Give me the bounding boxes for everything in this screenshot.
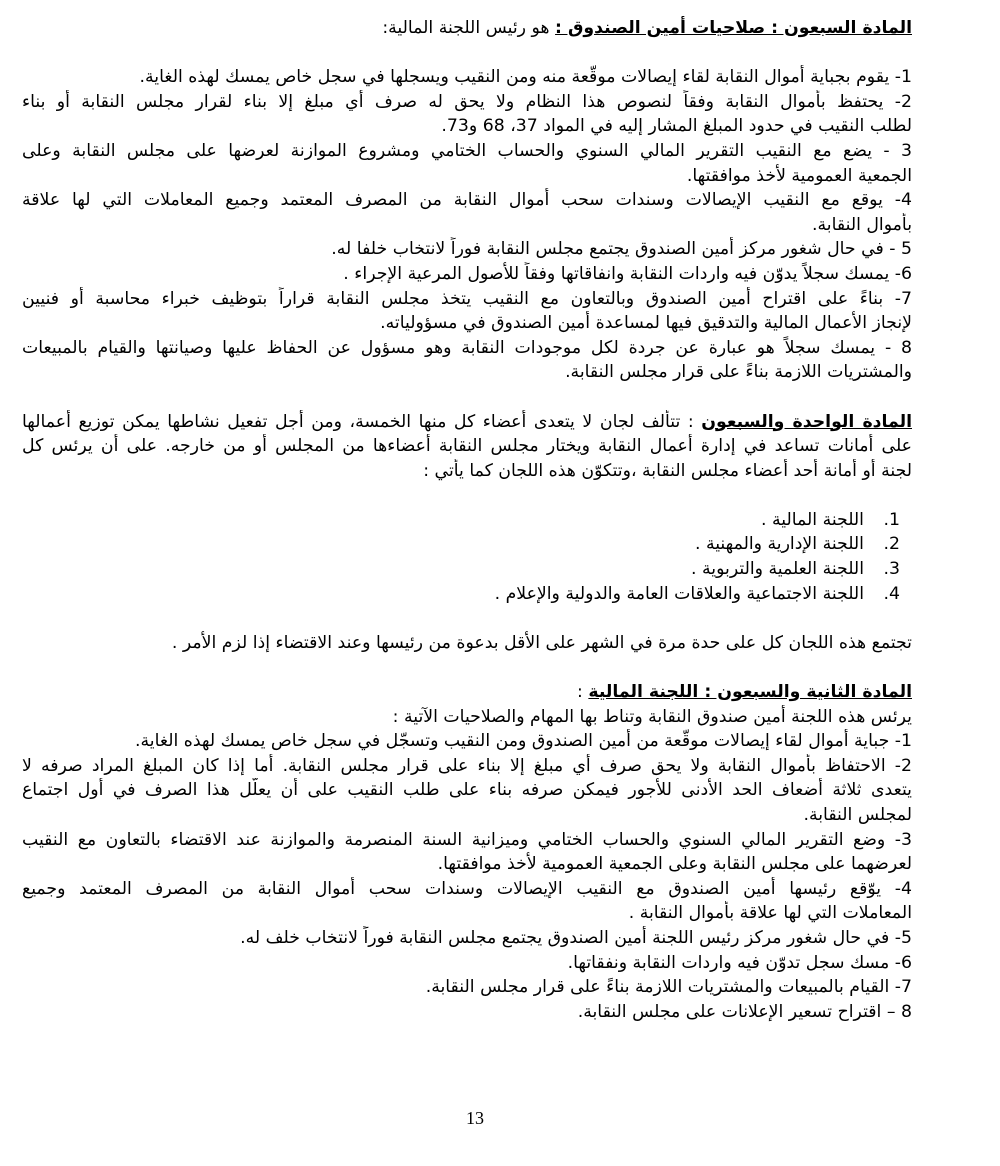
paragraph-line: 5 - في حال شغور مركز أمين الصندوق يجتمع مجلس النقابة فوراً لانتخاب خلفا له.	[331, 239, 912, 260]
paragraph-line: 8 - يمسك سجلاً هو عبارة عن جردة لكل موجودات النقابة وهو مسؤول عن الحفاظ عليها وصيانتها والقيام بالمبيعات	[22, 337, 912, 358]
paragraph-line: لإنجاز الأعمال المالية والتدقيق فيها لمساعدة أمين الصندوق في مسؤولياته.	[380, 313, 912, 334]
committees-list	[22, 508, 912, 606]
document-page	[22, 16, 912, 1024]
paragraph-line: 4- يوقع مع النقيب الإيصالات وسندات سحب أموال النقابة من المصرف المعتمد وجميع المعاملات التي لها علاقة	[22, 190, 912, 211]
paragraph-line: 1- جباية أموال لقاء إيصالات موقّعة من أمين الصندوق ومن النقيب وتسجّل في سجل خاص يمسك لهذه الغاية.	[135, 731, 912, 752]
paragraph-line: على أمانات تساعد في إدارة أعمال النقابة ويختار مجلس النقابة أعضاءها من المجلس أو من خارجه. على أن يرئس كل	[22, 436, 912, 457]
paragraph-line: 6- يمسك سجلاً يدوّن فيه واردات النقابة وانفاقاتها وفقاً للأصول المرعية الإجراء .	[343, 263, 912, 284]
paragraph-line: لعرضهما على مجلس النقابة وعلى الجمعية العمومية لأخذ موافقتها.	[437, 854, 912, 875]
paragraph-line: 4- يوّقع رئيسها أمين الصندوق مع النقيب الإيصالات وسندات سحب أموال النقابة من المصرف المعتمد وجميع	[22, 878, 912, 899]
paragraph-line: 2- يحتفظ بأموال النقابة وفقاً لنصوص هذا النظام ولا يحق له صرف أي مبلغ إلا بناء لقرار مجلس النقابة أو بناء	[22, 91, 912, 112]
article-70-heading	[22, 16, 912, 41]
article-71-title: المادة الواحدة والسبعون	[701, 411, 912, 432]
article-70-intro: هو رئيس اللجنة المالية:	[382, 18, 556, 38]
paragraph-line: 2- الاحتفاظ بأموال النقابة ولا يحق صرف أي مبلغ إلا بناء على قرار مجلس النقابة. أما إذا كان المبلغ المراد صرفه لا	[22, 755, 912, 776]
list-item: 4. اللجنة الاجتماعية والعلاقات العامة والدولية والإعلام .	[494, 583, 900, 604]
paragraph-line: 7- القيام بالمبيعات والمشتريات اللازمة بناءً على قرار مجلس النقابة.	[425, 977, 912, 998]
paragraph-line: لمجلس النقابة.	[803, 805, 912, 825]
page-number: 13	[466, 1108, 484, 1128]
article-72-heading	[22, 680, 912, 705]
paragraph-line: والمشتريات اللازمة بناءً على قرار مجلس النقابة.	[565, 362, 912, 383]
paragraph-line: 3- وضع التقرير المالي السنوي والحساب الختامي وميزانية السنة المنصرمة والموازنة عند الاقتضاء بالتعاون مع النقيب	[22, 829, 912, 850]
list-item: 2. اللجنة الإدارية والمهنية .	[694, 534, 900, 555]
article-72-title: المادة الثانية والسبعون : اللجنة المالية	[588, 682, 912, 703]
paragraph-line: 8 – اقتراح تسعير الإعلانات على مجلس النقابة.	[577, 1001, 912, 1022]
paragraph-line: يتعدى ثلاثة أضعاف الحد الأدنى للأجور فيمكن صرفه بناء على طلب النقيب على أن يعلّل هذا الصرف في أول اجتماع	[22, 780, 912, 801]
committees-meeting-text: تجتمع هذه اللجان كل على حدة مرة في الشهر على الأقل بدعوة من رئيسها وعند الاقتضاء إذا لزم الأمر .	[171, 632, 912, 653]
paragraph-line: بأموال النقابة.	[812, 214, 912, 235]
list-item: 1. اللجنة المالية .	[761, 509, 900, 530]
paragraph-line: لجنة أو أمانة أحد أعضاء مجلس النقابة ،وتتكوّن هذه اللجان كما يأتي :	[423, 460, 912, 481]
article-72-intro: :	[577, 682, 589, 703]
paragraph-line: 6- مسك سجل تدوّن فيه واردات النقابة ونفقاتها.	[567, 952, 912, 973]
paragraph-line: المعاملات التي لها علاقة بأموال النقابة .	[628, 903, 912, 924]
article-71-intro: : تتألف لجان لا يتعدى أعضاء كل منها الخمسة، ومن أجل تفعيل نشاطها يمكن توزيع أعمالها	[22, 411, 702, 432]
list-item: 3. اللجنة العلمية والتربوية .	[691, 559, 900, 580]
paragraph-line: 3 - يضع مع النقيب التقرير المالي السنوي والحساب الختامي ومشروع الموازنة لعرضها على مجلس النقابة وعلى	[22, 140, 912, 161]
paragraph-line: يرئس هذه اللجنة أمين صندوق النقابة وتناط بها المهام والصلاحيات الآتية :	[392, 706, 912, 727]
paragraph-line: لطلب النقيب في حدود المبلغ المشار إليه في المواد 37، 68 و73.	[441, 116, 912, 137]
article-70-title: المادة السبعون : صلاحيات أمين الصندوق :	[555, 18, 912, 38]
article-71-heading	[22, 410, 912, 435]
paragraph-line: 1- يقوم بجباية أموال النقابة لقاء إيصالات موقّعة منه ومن النقيب ويسجلها في سجل خاص يمسك لهذه الغاية.	[139, 67, 912, 88]
paragraph-line: 7- بناءً على اقتراح أمين الصندوق وبالتعاون مع النقيب يتخذ مجلس النقابة قراراً بتوظيف خبراء محاسبة أو فنيين	[22, 288, 912, 309]
paragraph-line: الجمعية العمومية لأخذ موافقتها.	[686, 165, 912, 186]
paragraph-line: 5- في حال شغور مركز رئيس اللجنة أمين الصندوق يجتمع مجلس النقابة فوراًً لانتخاب خلف له.	[240, 927, 912, 948]
